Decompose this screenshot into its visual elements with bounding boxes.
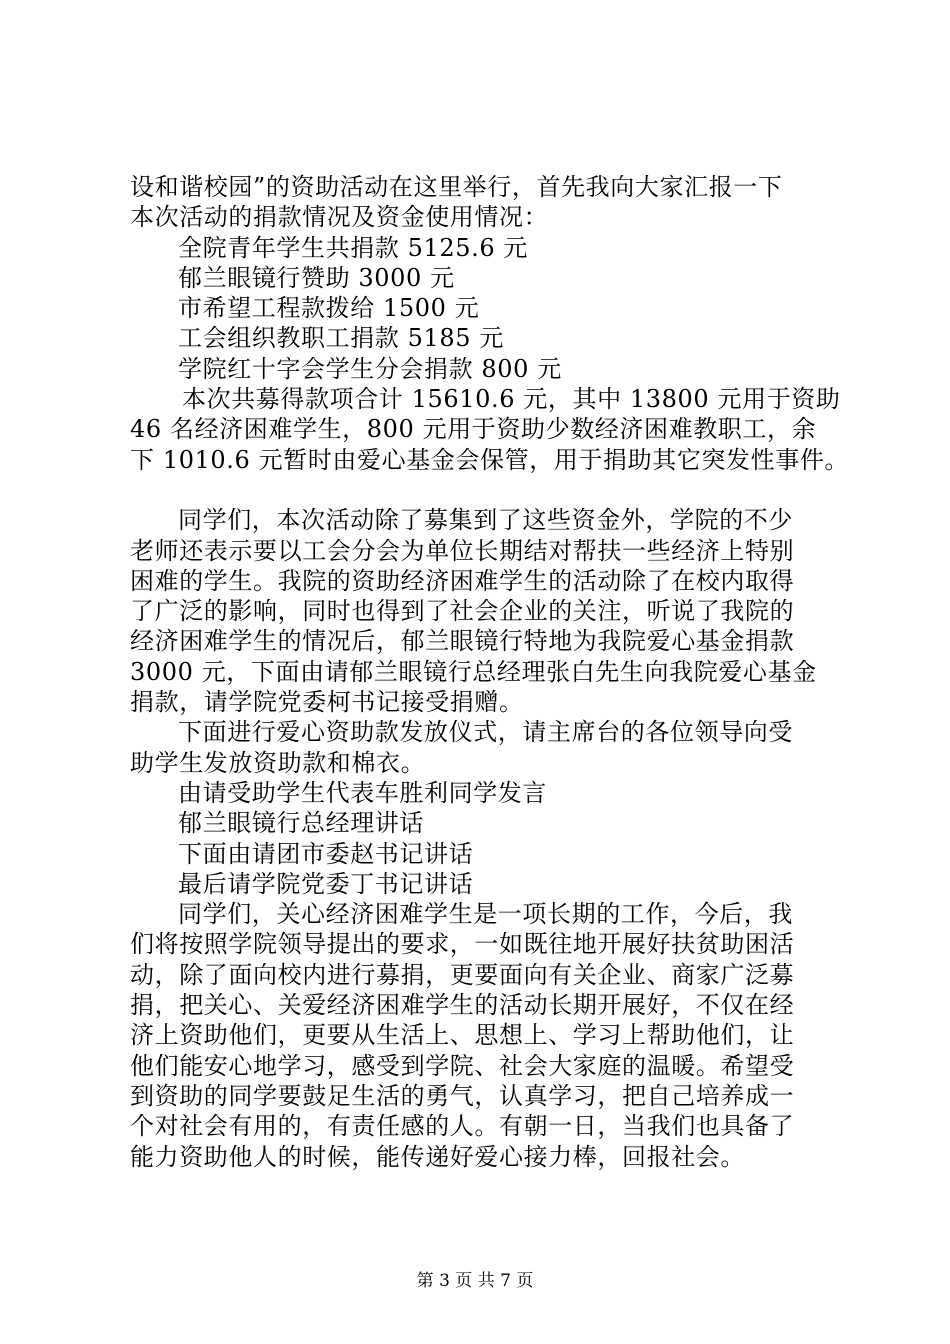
- text-line: 工会组织教职工捐款 5185 元: [178, 324, 504, 353]
- text-line: 同学们，关心经济困难学生是一项长期的工作，今后，我: [178, 900, 793, 929]
- paragraph-gap: [130, 475, 850, 505]
- page-number-footer: 第 3 页 共 7 页: [416, 1271, 534, 1291]
- text-line: 济上资助他们，更要从生活上、思想上、学习上帮助他们，让: [130, 1021, 795, 1050]
- text-line: 们将按照学院领导提出的要求，一如既往地开展好扶贫助困活: [130, 930, 795, 959]
- text-line: 设和谐校园”的资助活动在这里举行，首先我向大家汇报一下: [130, 173, 783, 201]
- text-line: 由请受助学生代表车胜利同学发言: [178, 778, 547, 807]
- text-line: 本次活动的捐款情况及资金使用情况：: [130, 203, 549, 232]
- text-line: 捐款，请学院党委柯书记接受捐赠。: [130, 688, 524, 717]
- text-line: 下 1010.6 元暂时由爱心基金会保管，用于捐助其它突发性事件。: [130, 445, 850, 474]
- text-line: 全院青年学生共捐款 5125.6 元: [178, 233, 529, 262]
- text-line: 学院红十字会学生分会捐款 800 元: [178, 354, 562, 383]
- text-line: 困难的学生。我院的资助经济困难学生的活动除了在校内取得: [130, 566, 795, 595]
- text-line: 捐，把关心、关爱经济困难学生的活动长期开展好，不仅在经: [130, 991, 795, 1020]
- text-line: 动，除了面向校内进行募捐，更要面向有关企业、商家广泛募: [130, 960, 795, 989]
- text-line: 最后请学院党委丁书记讲话: [178, 869, 474, 898]
- text-line: 老师还表示要以工会分会为单位长期结对帮扶一些经济上特别: [130, 536, 795, 565]
- text-line: 本次共募得款项合计 15610.6 元，其中 13800 元用于资助: [182, 385, 841, 414]
- text-line: 同学们，本次活动除了募集到了这些资金外，学院的不少: [178, 506, 793, 535]
- text-line: 个对社会有用的，有责任感的人。有朝一日，当我们也具备了: [130, 1112, 795, 1141]
- text-line: 到资助的同学要鼓足生活的勇气，认真学习，把自己培养成一: [130, 1081, 795, 1110]
- text-line: 3000 元，下面由请郁兰眼镜行总经理张白先生向我院爱心基金: [130, 657, 817, 686]
- text-line: 他们能安心地学习，感受到学院、社会大家庭的温暖。希望受: [130, 1051, 795, 1080]
- text-line: 市希望工程款拨给 1500 元: [178, 294, 480, 323]
- text-line: 下面进行爱心资助款发放仪式，请主席台的各位领导向受: [178, 718, 793, 747]
- text-line: 下面由请团市委赵书记讲话: [178, 839, 474, 868]
- text-line: 46 名经济困难学生，800 元用于资助少数经济困难教职工，余: [130, 415, 817, 444]
- text-line: 郁兰眼镜行赞助 3000 元: [178, 263, 455, 292]
- document-body: [130, 172, 850, 1172]
- text-line: 助学生发放资助款和棉衣。: [130, 748, 426, 777]
- text-line: 经济困难学生的情况后，郁兰眼镜行特地为我院爱心基金捐款: [130, 627, 795, 656]
- text-line: 了广泛的影响，同时也得到了社会企业的关注，听说了我院的: [130, 597, 795, 626]
- text-line: 郁兰眼镜行总经理讲话: [178, 809, 424, 838]
- text-line: 能力资助他人的时候，能传递好爱心接力棒，回报社会。: [130, 1142, 745, 1171]
